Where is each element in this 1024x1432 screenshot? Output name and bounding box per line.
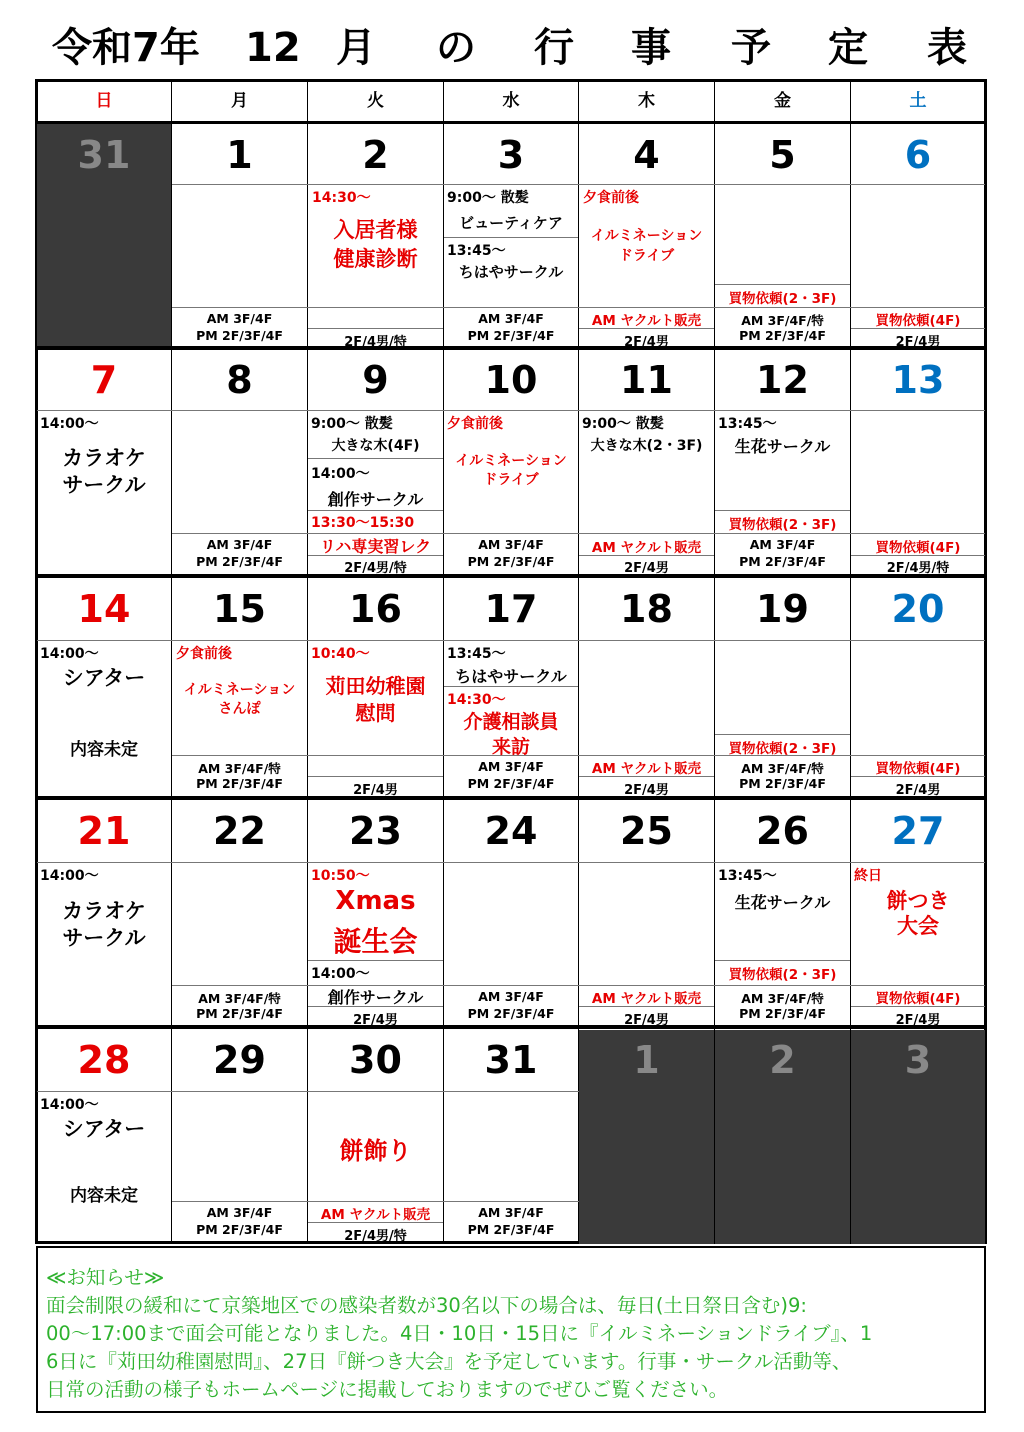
bath-am: AM 3F/4F bbox=[206, 311, 273, 326]
title-char: 月 bbox=[336, 25, 376, 71]
day-number: 31 bbox=[484, 1038, 538, 1082]
day-number: 6 bbox=[904, 133, 932, 177]
event-item: ちはやサークル bbox=[458, 263, 564, 281]
event-time: 13:45～ bbox=[718, 868, 777, 884]
weekday-sun: 日 bbox=[37, 80, 172, 122]
event-time: 9:00～ 散髪 bbox=[447, 190, 529, 206]
shopping-request: 買物依頼(4F) bbox=[875, 991, 961, 1007]
notice-box bbox=[36, 1246, 986, 1413]
bath-row-divider bbox=[172, 1201, 579, 1202]
day-number: 5 bbox=[769, 133, 796, 177]
title-era-year: 令和7年 bbox=[52, 25, 200, 71]
title-char: の bbox=[436, 25, 476, 71]
yakult-sale: AM ヤクルト販売 bbox=[591, 761, 702, 777]
bath-schedule: 2F/4男 bbox=[624, 1013, 669, 1028]
yakult-sale: AM ヤクルト販売 bbox=[320, 1207, 431, 1223]
event-title: 入居者様 bbox=[333, 218, 418, 242]
page-title bbox=[0, 18, 1024, 78]
event-title: ドライブ bbox=[618, 248, 675, 264]
bath-row-divider bbox=[172, 985, 985, 986]
bath-schedule: 2F/4男 bbox=[353, 1013, 398, 1028]
bath-am: AM 3F/4F bbox=[478, 537, 544, 552]
notice-line: 00～17:00まで面会可能となりました。4日・10日・15日に『イルミネーションドライブ』、1 bbox=[46, 1322, 873, 1345]
event-title: 誕生会 bbox=[333, 925, 418, 958]
event-title: Xmas bbox=[335, 886, 416, 916]
event-divider bbox=[308, 510, 443, 511]
event-item: 創作サークル bbox=[327, 490, 424, 509]
day-number: 22 bbox=[213, 809, 266, 853]
bath-am: AM 3F/4F bbox=[478, 989, 544, 1004]
event-time: 14:00～ bbox=[40, 646, 99, 662]
event-title: 介護相談員 bbox=[463, 711, 559, 733]
daynum-divider bbox=[37, 862, 985, 863]
bath-schedule: 2F/4男/特 bbox=[344, 1229, 407, 1244]
event-time: 14:30～ bbox=[447, 692, 506, 708]
event-item: 生花サークル bbox=[734, 893, 831, 912]
title-char: 行 bbox=[534, 25, 574, 71]
daynum-divider bbox=[37, 640, 985, 641]
notice-line: 日常の活動の様子もホームページに掲載しておりますのでぜひご覧ください。 bbox=[46, 1378, 729, 1401]
day-number: 1 bbox=[633, 1038, 660, 1082]
day-number: 2 bbox=[769, 1038, 796, 1082]
yakult-sale: AM ヤクルト販売 bbox=[591, 540, 702, 556]
bath-row-divider bbox=[172, 307, 985, 308]
day-number: 25 bbox=[620, 809, 673, 853]
weekday-mon: 月 bbox=[172, 80, 308, 122]
notice-heading: ≪お知らせ≫ bbox=[46, 1266, 165, 1289]
day-number: 31 bbox=[77, 133, 131, 177]
weekday-thu: 木 bbox=[579, 80, 715, 122]
event-title: 苅田幼稚園 bbox=[325, 674, 426, 698]
title-char: 予 bbox=[731, 25, 771, 71]
weekday-fri: 金 bbox=[715, 80, 851, 122]
bath-am: AM 3F/4F bbox=[206, 1205, 273, 1220]
event-divider bbox=[308, 328, 443, 329]
daynum-divider bbox=[37, 1091, 579, 1092]
bath-schedule: 2F/4男 bbox=[895, 1013, 941, 1028]
event-title: 健康診断 bbox=[333, 247, 418, 271]
notice-line: 面会制限の緩和にて京築地区での感染者数が30名以下の場合は、毎日(土日祭日含む)9: bbox=[46, 1294, 808, 1317]
event-note: 終日 bbox=[854, 868, 882, 884]
bath-pm: PM 2F/3F/4F bbox=[467, 776, 555, 791]
weekday-wed: 水 bbox=[444, 80, 579, 122]
event-title: カラオケ bbox=[62, 899, 146, 923]
bath-pm: PM 2F/3F/4F bbox=[739, 554, 826, 569]
title-char: 定 bbox=[828, 25, 868, 71]
bath-schedule: 2F/4男 bbox=[624, 561, 669, 576]
shopping-request: 買物依頼(4F) bbox=[875, 540, 961, 556]
shopping-request: 買物依頼(2・3F) bbox=[728, 517, 837, 533]
event-title: ドライブ bbox=[483, 472, 539, 488]
day-number: 14 bbox=[77, 587, 131, 631]
event-divider bbox=[444, 237, 578, 238]
event-item: 大きな木(2・3F) bbox=[590, 438, 703, 454]
day-number: 7 bbox=[90, 358, 118, 402]
day-number: 30 bbox=[349, 1038, 402, 1082]
event-time: 13:45～ bbox=[718, 416, 777, 432]
event-divider bbox=[715, 960, 850, 961]
day-number: 18 bbox=[620, 587, 673, 631]
event-sub: 内容未定 bbox=[70, 740, 138, 760]
day-number: 11 bbox=[620, 358, 673, 402]
bath-pm: PM 2F/3F/4F bbox=[196, 328, 283, 343]
day-number: 20 bbox=[891, 587, 945, 631]
day-number: 3 bbox=[904, 1038, 932, 1082]
event-time: 10:50～ bbox=[311, 868, 370, 884]
event-time: 14:00～ bbox=[311, 466, 370, 482]
day-number: 28 bbox=[77, 1038, 131, 1082]
bath-pm: PM 2F/3F/4F bbox=[467, 554, 555, 569]
bath-pm: PM 2F/3F/4F bbox=[739, 328, 826, 343]
yakult-sale: AM ヤクルト販売 bbox=[591, 991, 702, 1007]
bath-am: AM 3F/4F/特 bbox=[198, 991, 281, 1006]
bath-pm: PM 2F/3F/4F bbox=[739, 1006, 826, 1021]
bath-am: AM 3F/4F bbox=[478, 1205, 544, 1220]
event-divider bbox=[715, 510, 850, 511]
event-title: 慰問 bbox=[355, 701, 396, 725]
event-time: 14:00～ bbox=[40, 868, 99, 884]
event-time: 10:40～ bbox=[311, 646, 370, 662]
event-time: 13:45～ bbox=[447, 646, 506, 662]
event-title: サークル bbox=[62, 926, 146, 950]
shopping-request: 買物依頼(4F) bbox=[875, 761, 961, 777]
day-number: 9 bbox=[362, 358, 389, 402]
bath-pm: PM 2F/3F/4F bbox=[196, 554, 283, 569]
event-title: サークル bbox=[62, 473, 146, 497]
event-title: イルミネーション bbox=[183, 682, 296, 698]
event-time: 13:30～15:30 bbox=[311, 515, 415, 531]
event-item: 生花サークル bbox=[734, 437, 831, 456]
event-title: 来訪 bbox=[491, 736, 530, 758]
weekday-sat: 土 bbox=[909, 91, 927, 111]
day-number: 13 bbox=[891, 358, 945, 402]
event-item: ちはやサークル bbox=[455, 667, 567, 686]
event-time: 13:45～ bbox=[447, 243, 506, 259]
weekday-tue: 火 bbox=[308, 80, 444, 122]
day-number: 27 bbox=[891, 809, 945, 853]
bath-pm: PM 2F/3F/4F bbox=[196, 1222, 283, 1237]
day-number: 4 bbox=[633, 133, 660, 177]
bath-am: AM 3F/4F/特 bbox=[741, 313, 824, 328]
day-number: 26 bbox=[756, 809, 809, 853]
bath-row-divider bbox=[172, 755, 985, 756]
bath-am: AM 3F/4F/特 bbox=[741, 991, 824, 1006]
title-char: 事 bbox=[631, 25, 671, 71]
shopping-request: 買物依頼(2・3F) bbox=[728, 291, 837, 307]
event-divider bbox=[715, 734, 850, 735]
event-divider bbox=[308, 960, 443, 961]
event-item: ビューティケア bbox=[459, 214, 563, 232]
bath-pm: PM 2F/3F/4F bbox=[196, 776, 283, 791]
bath-schedule: 2F/4男/特 bbox=[886, 561, 950, 576]
yakult-sale: AM ヤクルト販売 bbox=[591, 313, 702, 329]
event-item: 大きな木(4F) bbox=[331, 438, 420, 454]
day-number: 23 bbox=[349, 809, 402, 853]
bath-schedule: 2F/4男 bbox=[353, 783, 398, 798]
bath-schedule: 2F/4男 bbox=[624, 783, 669, 798]
event-title: リハ専実習レク bbox=[319, 537, 432, 556]
event-title: イルミネーション bbox=[590, 228, 703, 244]
event-title: 餅つき bbox=[886, 889, 950, 913]
bath-schedule: 2F/4男 bbox=[895, 335, 941, 350]
shopping-request: 買物依頼(4F) bbox=[875, 313, 961, 329]
day-number: 29 bbox=[213, 1038, 266, 1082]
event-title: カラオケ bbox=[62, 446, 146, 470]
event-time: 9:00～ 散髪 bbox=[582, 416, 664, 432]
day-number: 3 bbox=[497, 133, 525, 177]
event-note: 夕食前後 bbox=[447, 416, 503, 432]
bath-pm: PM 2F/3F/4F bbox=[196, 1006, 283, 1021]
bath-am: AM 3F/4F bbox=[478, 311, 544, 326]
event-title: 大会 bbox=[897, 914, 939, 938]
bath-am: AM 3F/4F bbox=[478, 759, 544, 774]
shopping-request: 買物依頼(2・3F) bbox=[728, 741, 837, 757]
title-char: 表 bbox=[927, 25, 967, 71]
day-number: 8 bbox=[226, 358, 253, 402]
bath-schedule: 2F/4男 bbox=[895, 783, 941, 798]
bath-schedule: 2F/4男/特 bbox=[344, 561, 407, 576]
event-title: シアター bbox=[62, 666, 146, 690]
title-month-number: 12 bbox=[245, 25, 301, 71]
bath-pm: PM 2F/3F/4F bbox=[467, 328, 555, 343]
event-divider bbox=[308, 776, 443, 777]
day-number: 10 bbox=[484, 358, 538, 402]
event-divider bbox=[715, 284, 850, 285]
event-time: 9:00～ 散髪 bbox=[311, 416, 393, 432]
event-title: さんぽ bbox=[218, 701, 261, 717]
bath-am: AM 3F/4F/特 bbox=[741, 761, 824, 776]
bath-pm: PM 2F/3F/4F bbox=[467, 1006, 555, 1021]
event-divider bbox=[308, 458, 443, 459]
day-number: 24 bbox=[484, 809, 538, 853]
bath-pm: PM 2F/3F/4F bbox=[739, 776, 826, 791]
day-number: 21 bbox=[77, 809, 131, 853]
day-number: 17 bbox=[484, 587, 538, 631]
bath-schedule: 2F/4男 bbox=[624, 335, 669, 350]
event-sub: 内容未定 bbox=[70, 1186, 138, 1206]
day-number: 12 bbox=[756, 358, 809, 402]
day-number: 1 bbox=[226, 133, 253, 177]
bath-schedule: 2F/4男/特 bbox=[344, 335, 407, 350]
bath-am: AM 3F/4F bbox=[206, 537, 273, 552]
event-item: 創作サークル bbox=[327, 988, 424, 1007]
event-time: 14:00～ bbox=[311, 966, 370, 982]
bath-am: AM 3F/4F/特 bbox=[198, 761, 281, 776]
event-title: 餅飾り bbox=[339, 1137, 412, 1165]
event-note: 夕食前後 bbox=[176, 646, 232, 662]
shopping-request: 買物依頼(2・3F) bbox=[728, 967, 837, 983]
event-title: シアター bbox=[62, 1117, 146, 1141]
day-number: 16 bbox=[349, 587, 402, 631]
event-time: 14:30～ bbox=[312, 190, 371, 206]
notice-line: 6日に『苅田幼稚園慰問』、27日『餅つき大会』を予定しています。行事・サークル活動等、 bbox=[46, 1350, 852, 1373]
event-title: イルミネーション bbox=[455, 453, 567, 469]
bath-row-divider bbox=[172, 533, 985, 534]
day-number: 19 bbox=[756, 587, 809, 631]
day-number: 2 bbox=[362, 133, 389, 177]
day-number: 15 bbox=[213, 587, 266, 631]
event-note: 夕食前後 bbox=[583, 190, 639, 206]
event-time: 14:00～ bbox=[40, 416, 99, 432]
event-time: 14:00～ bbox=[40, 1097, 99, 1113]
bath-am: AM 3F/4F bbox=[749, 537, 816, 552]
bath-pm: PM 2F/3F/4F bbox=[467, 1222, 555, 1237]
